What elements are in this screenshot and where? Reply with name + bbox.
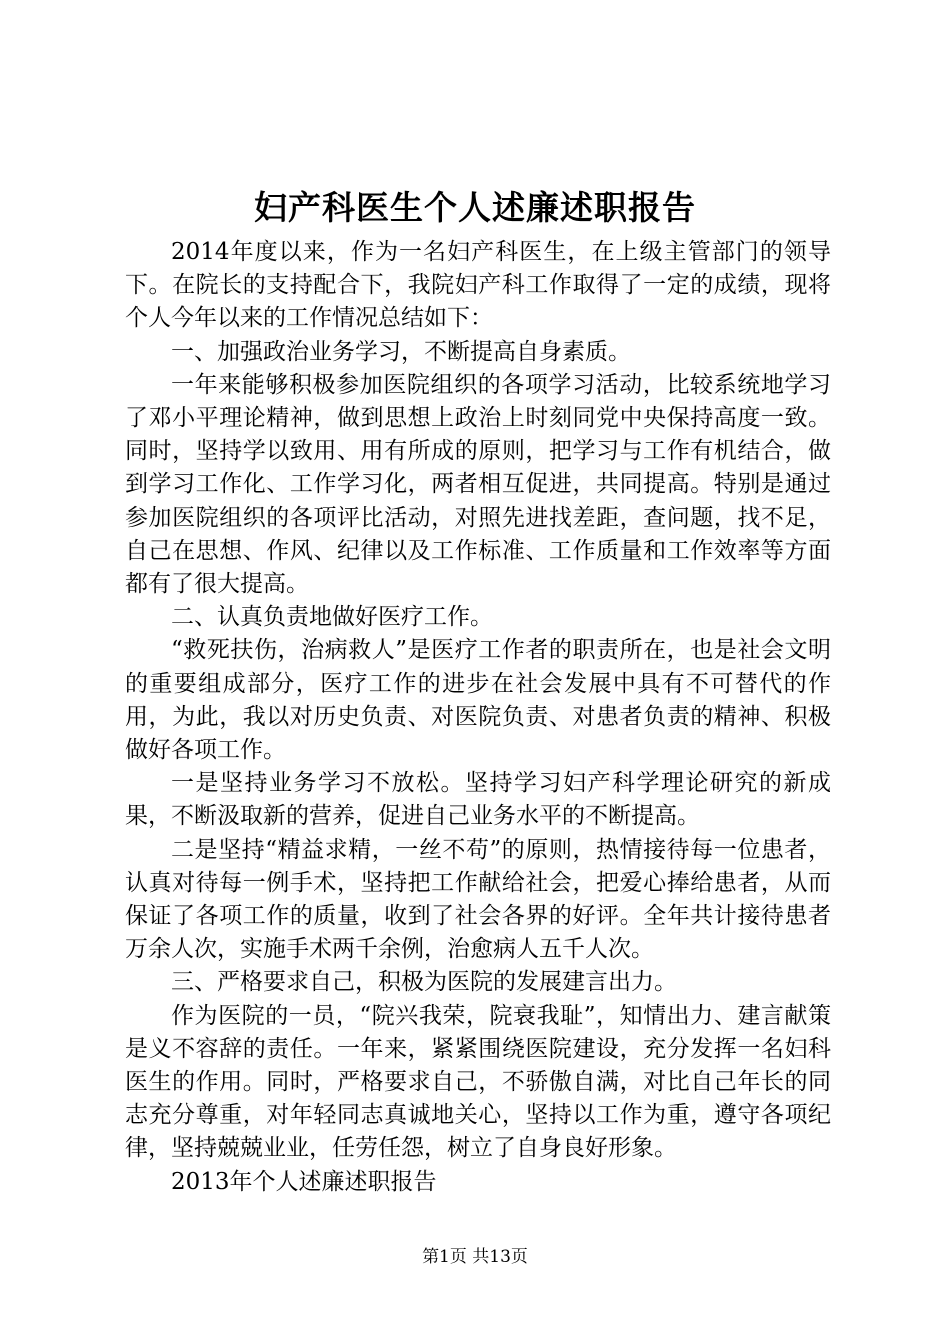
paragraph-section-2: “救死扶伤，治病救人”是医疗工作者的职责所在，也是社会文明的重要组成部分，医疗工作的进步在社会发展中具有不可替代的作用，为此，我以对历史负责、对医院负责、对患者负责的精神、积极做好各项工作。 — [125, 637, 831, 764]
paragraph-section-3: 作为医院的一员，“院兴我荣，院衰我耻”，知情出力、建言献策是义不容辞的责任。一年来，紧紧围绕医院建设，充分发挥一名妇科医生的作用。同时，严格要求自己，不骄傲自满，对比自己年长的同志充分尊重，对年轻同志真诚地关心，坚持以工作为重，遵守各项纪律，坚持兢兢业业，任劳任怨，树立了自身良好形象。 — [125, 1002, 831, 1162]
page-footer — [0, 1246, 950, 1268]
paragraph-section-1: 一年来能够积极参加医院组织的各项学习活动，比较系统地学习了邓小平理论精神，做到思想上政治上时刻同党中央保持高度一致。同时，坚持学以致用、用有所成的原则，把学习与工作有机结合，做到学习工作化、工作学习化，两者相互促进，共同提高。特别是通过参加医院组织的各项评比活动，对照先进找差距，查问题，找不足，自己在思想、作风、纪律以及工作标准、工作质量和工作效率等方面都有了很大提高。 — [125, 371, 831, 598]
document-body — [125, 236, 831, 1199]
page-number: 第1页 共13页 — [422, 1247, 528, 1267]
next-report-title: 2013年个人述廉述职报告 — [171, 1168, 437, 1195]
heading-section-3: 三、严格要求自己，积极为医院的发展建言出力。 — [171, 969, 677, 996]
paragraph-point-2: 二是坚持“精益求精，一丝不苟”的原则，热情接待每一位患者，认真对待每一例手术，坚持把工作献给社会，把爱心捧给患者，从而保证了各项工作的质量，收到了社会各界的好评。全年共计接待患者万余人次，实施手术两千余例，治愈病人五千人次。 — [125, 836, 831, 963]
heading-section-2: 二、认真负责地做好医疗工作。 — [171, 604, 493, 631]
paragraph-point-1: 一是坚持业务学习不放松。坚持学习妇产科学理论研究的新成果，不断汲取新的营养，促进自己业务水平的不断提高。 — [125, 770, 831, 830]
paragraph-intro: 2014年度以来，作为一名妇产科医生，在上级主管部门的领导下。在院长的支持配合下，我院妇产科工作取得了一定的成绩，现将个人今年以来的工作情况总结如下： — [125, 239, 831, 332]
heading-section-1: 一、加强政治业务学习，不断提高自身素质。 — [171, 338, 631, 365]
document-title: 妇产科医生个人述廉述职报告 — [254, 188, 696, 227]
